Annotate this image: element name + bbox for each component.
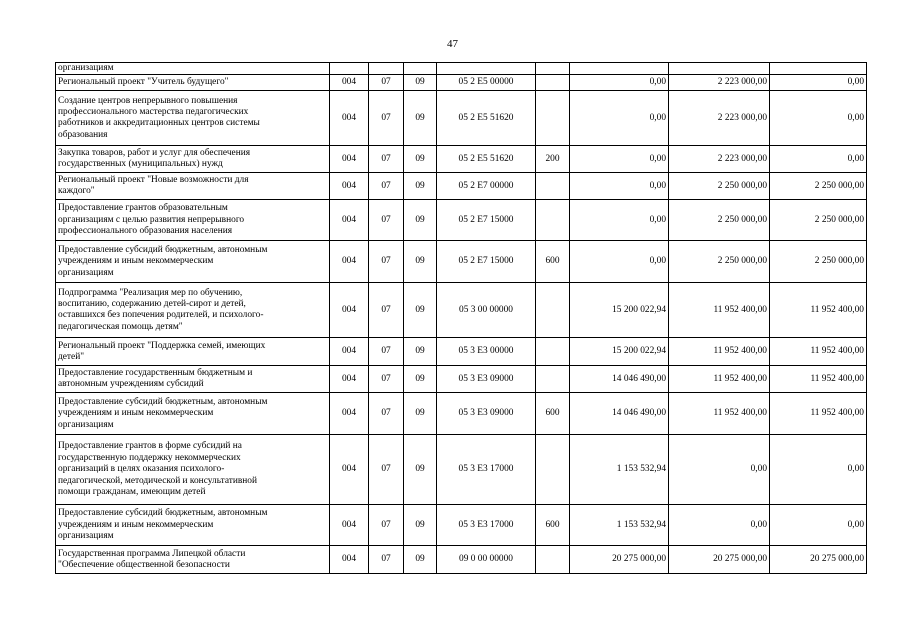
row-name-cell: Предоставление субсидий бюджетным, автономным учреждениям и иным некоммерческим организациям	[56, 393, 330, 435]
row-kind-cell	[536, 91, 570, 146]
row-target-cell: 05 3 E3 09000	[437, 393, 536, 435]
row-section-cell: 07	[369, 435, 404, 505]
row-name-cell: Закупка товаров, работ и услуг для обеспечения государственных (муниципальных) нужд	[56, 146, 330, 173]
row-subsection-cell: 09	[404, 91, 437, 146]
row-amount-1-cell: 0,00	[570, 146, 669, 173]
row-kind-cell: 600	[536, 241, 570, 283]
page-number: 47	[447, 38, 458, 50]
row-amount-2-cell: 2 250 000,00	[669, 241, 770, 283]
row-name-cell: Подпрограмма "Реализация мер по обучению, воспитанию, содержанию детей-сирот и детей, оставшихся без попечения родителей, и психолого- педагогическая помощь детям"	[56, 283, 330, 338]
row-target-cell: 05 3 E3 17000	[437, 505, 536, 546]
row-amount-1-cell: 0,00	[570, 75, 669, 91]
row-code-cell: 004	[330, 75, 369, 91]
row-subsection-cell: 09	[404, 546, 437, 574]
row-name-cell: Региональный проект "Учитель будущего"	[56, 75, 330, 91]
row-name-cell: Предоставление грантов образовательным организациям с целью развития непрерывного профессионального образования населения	[56, 200, 330, 241]
row-section-cell: 07	[369, 200, 404, 241]
row-amount-1-cell: 0,00	[570, 173, 669, 200]
row-amount-3-cell: 11 952 400,00	[770, 366, 867, 393]
table-row	[56, 393, 867, 435]
row-kind-cell: 200	[536, 146, 570, 173]
row-amount-2-cell	[669, 63, 770, 75]
row-subsection-cell: 09	[404, 366, 437, 393]
row-section-cell: 07	[369, 91, 404, 146]
row-section-cell: 07	[369, 393, 404, 435]
row-amount-3-cell: 2 250 000,00	[770, 241, 867, 283]
row-name-cell: Предоставление государственным бюджетным и автономным учреждениям субсидий	[56, 366, 330, 393]
row-amount-3-cell: 11 952 400,00	[770, 393, 867, 435]
row-code-cell: 004	[330, 435, 369, 505]
row-code-cell: 004	[330, 283, 369, 338]
row-amount-1-cell: 14 046 490,00	[570, 393, 669, 435]
row-target-cell: 05 2 E5 51620	[437, 146, 536, 173]
row-code-cell: 004	[330, 91, 369, 146]
row-amount-3-cell: 0,00	[770, 91, 867, 146]
row-code-cell: 004	[330, 505, 369, 546]
row-kind-cell	[536, 435, 570, 505]
row-target-cell: 05 3 E3 09000	[437, 366, 536, 393]
row-kind-cell	[536, 283, 570, 338]
row-target-cell: 05 3 00 00000	[437, 283, 536, 338]
row-subsection-cell: 09	[404, 75, 437, 91]
row-section-cell: 07	[369, 505, 404, 546]
row-name-cell: Предоставление грантов в форме субсидий на государственную поддержку некоммерческих организаций в целях оказания психолого- педагогической, методической и консультативной помощи гражданам, имеющим детей	[56, 435, 330, 505]
table-row	[56, 338, 867, 366]
row-name-cell: организациям	[56, 63, 330, 75]
row-amount-1-cell: 1 153 532,94	[570, 435, 669, 505]
row-section-cell: 07	[369, 146, 404, 173]
row-amount-2-cell: 2 250 000,00	[669, 200, 770, 241]
table-row	[56, 241, 867, 283]
row-section-cell: 07	[369, 173, 404, 200]
row-name-cell: Создание центров непрерывного повышения профессионального мастерства педагогических работников и аккредитационных центров системы образования	[56, 91, 330, 146]
row-kind-cell	[536, 338, 570, 366]
row-section-cell	[369, 63, 404, 75]
row-amount-3-cell: 11 952 400,00	[770, 338, 867, 366]
row-amount-3-cell: 2 250 000,00	[770, 173, 867, 200]
row-code-cell: 004	[330, 146, 369, 173]
row-amount-3-cell	[770, 63, 867, 75]
row-code-cell	[330, 63, 369, 75]
row-amount-2-cell: 11 952 400,00	[669, 338, 770, 366]
row-target-cell: 05 3 E3 00000	[437, 338, 536, 366]
table-row	[56, 546, 867, 574]
row-subsection-cell: 09	[404, 173, 437, 200]
row-code-cell: 004	[330, 173, 369, 200]
row-amount-1-cell: 14 046 490,00	[570, 366, 669, 393]
row-target-cell: 05 2 E5 51620	[437, 91, 536, 146]
row-amount-3-cell: 0,00	[770, 505, 867, 546]
row-kind-cell	[536, 546, 570, 574]
row-target-cell: 05 2 E5 00000	[437, 75, 536, 91]
row-target-cell: 05 3 E3 17000	[437, 435, 536, 505]
row-amount-3-cell: 0,00	[770, 146, 867, 173]
row-kind-cell	[536, 75, 570, 91]
row-amount-3-cell: 0,00	[770, 75, 867, 91]
row-amount-1-cell: 0,00	[570, 91, 669, 146]
row-subsection-cell: 09	[404, 241, 437, 283]
row-section-cell: 07	[369, 75, 404, 91]
row-section-cell: 07	[369, 366, 404, 393]
row-amount-1-cell: 1 153 532,94	[570, 505, 669, 546]
row-amount-1-cell: 0,00	[570, 241, 669, 283]
table-body	[56, 63, 867, 574]
table-row	[56, 435, 867, 505]
row-amount-2-cell: 2 223 000,00	[669, 146, 770, 173]
table-row	[56, 173, 867, 200]
row-amount-2-cell: 2 223 000,00	[669, 75, 770, 91]
row-target-cell	[437, 63, 536, 75]
row-name-cell: Предоставление субсидий бюджетным, автономным учреждениям и иным некоммерческим организациям	[56, 241, 330, 283]
row-amount-2-cell: 0,00	[669, 435, 770, 505]
row-subsection-cell	[404, 63, 437, 75]
row-subsection-cell: 09	[404, 435, 437, 505]
row-name-cell: Региональный проект "Поддержка семей, имеющих детей"	[56, 338, 330, 366]
row-subsection-cell: 09	[404, 505, 437, 546]
row-code-cell: 004	[330, 338, 369, 366]
row-amount-1-cell: 20 275 000,00	[570, 546, 669, 574]
row-kind-cell	[536, 200, 570, 241]
table-row	[56, 91, 867, 146]
row-code-cell: 004	[330, 393, 369, 435]
table-row	[56, 63, 867, 75]
table-row	[56, 75, 867, 91]
row-code-cell: 004	[330, 241, 369, 283]
row-kind-cell	[536, 366, 570, 393]
row-amount-2-cell: 2 223 000,00	[669, 91, 770, 146]
row-amount-3-cell: 20 275 000,00	[770, 546, 867, 574]
row-kind-cell: 600	[536, 505, 570, 546]
row-amount-2-cell: 20 275 000,00	[669, 546, 770, 574]
row-code-cell: 004	[330, 546, 369, 574]
row-subsection-cell: 09	[404, 283, 437, 338]
row-name-cell: Государственная программа Липецкой области "Обеспечение общественной безопасности	[56, 546, 330, 574]
table-row	[56, 505, 867, 546]
row-kind-cell: 600	[536, 393, 570, 435]
row-subsection-cell: 09	[404, 200, 437, 241]
row-amount-1-cell	[570, 63, 669, 75]
row-target-cell: 05 2 E7 00000	[437, 173, 536, 200]
row-target-cell: 05 2 E7 15000	[437, 241, 536, 283]
table-row	[56, 200, 867, 241]
row-amount-2-cell: 11 952 400,00	[669, 366, 770, 393]
row-section-cell: 07	[369, 546, 404, 574]
row-amount-2-cell: 11 952 400,00	[669, 393, 770, 435]
row-amount-2-cell: 11 952 400,00	[669, 283, 770, 338]
row-amount-3-cell: 2 250 000,00	[770, 200, 867, 241]
row-amount-2-cell: 2 250 000,00	[669, 173, 770, 200]
row-section-cell: 07	[369, 283, 404, 338]
row-code-cell: 004	[330, 200, 369, 241]
row-target-cell: 05 2 E7 15000	[437, 200, 536, 241]
row-name-cell: Предоставление субсидий бюджетным, автономным учреждениям и иным некоммерческим организациям	[56, 505, 330, 546]
row-amount-1-cell: 0,00	[570, 200, 669, 241]
budget-table	[55, 62, 867, 574]
row-kind-cell	[536, 173, 570, 200]
row-subsection-cell: 09	[404, 338, 437, 366]
row-subsection-cell: 09	[404, 146, 437, 173]
row-amount-1-cell: 15 200 022,94	[570, 283, 669, 338]
row-section-cell: 07	[369, 338, 404, 366]
row-code-cell: 004	[330, 366, 369, 393]
row-kind-cell	[536, 63, 570, 75]
table-row	[56, 366, 867, 393]
row-name-cell: Региональный проект "Новые возможности для каждого"	[56, 173, 330, 200]
row-subsection-cell: 09	[404, 393, 437, 435]
row-amount-1-cell: 15 200 022,94	[570, 338, 669, 366]
row-amount-2-cell: 0,00	[669, 505, 770, 546]
table-row	[56, 283, 867, 338]
row-target-cell: 09 0 00 00000	[437, 546, 536, 574]
row-amount-3-cell: 0,00	[770, 435, 867, 505]
row-section-cell: 07	[369, 241, 404, 283]
table-row	[56, 146, 867, 173]
row-amount-3-cell: 11 952 400,00	[770, 283, 867, 338]
